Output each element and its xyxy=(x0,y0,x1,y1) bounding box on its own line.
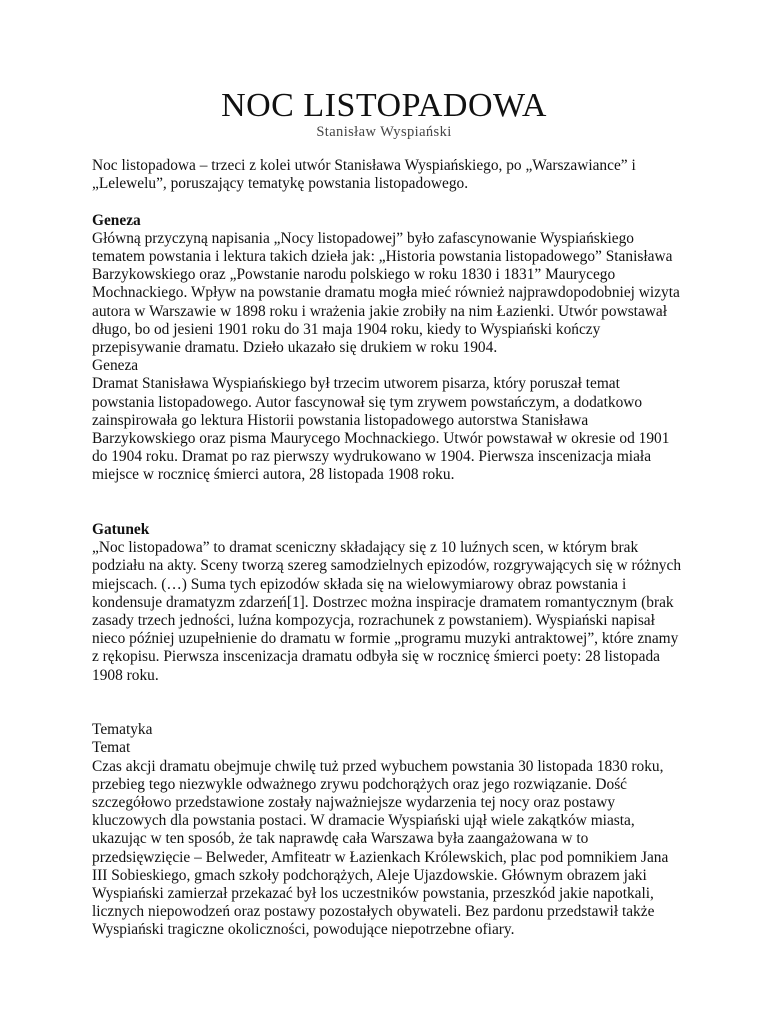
geneza-paragraph-2: Dramat Stanisława Wyspiańskiego był trzecim utworem pisarza, który poruszał temat powstania listopadowego. Autor fascynował się tym zrywem powstańczym, a dodatkowo zainspirowała go lektura Historii powstania listopadowego autorstwa Stanisława Barzykowskiego oraz pisma Maurycego Mochnackiego. Utwór powstawał w okresie od 1901 do 1904 roku. Dramat po raz pierwszy wydrukowano w 1904. Pierwsza inscenizacja miała miejsce w rocznicę śmierci autora, 28 listopada 1908 roku. xyxy=(92,375,670,484)
document-body xyxy=(92,157,682,940)
document-title: NOC LISTOPADOWA xyxy=(221,87,547,124)
spacer xyxy=(92,193,682,211)
section-heading-gatunek: Gatunek xyxy=(92,521,150,539)
spacer xyxy=(92,685,682,721)
tematyka-paragraph: Czas akcji dramatu obejmuje chwilę tuż przed wybuchem powstania 30 listopada 1830 roku, przebieg tego niezwykle odważnego zrywu podchorążych oraz jego rozwiązanie. Dość szczegółowo przedstawione zostały najważniejsze wydarzenia tej nocy oraz postawy kluczowych dla powstania postaci. W dramacie Wyspiański ujął wiele zakątków miasta, ukazując w ten sposób, że tak naprawdę cała Warszawa była zaangażowana w to przedsięwzięcie – Belweder, Amfiteatr w Łazienkach Królewskich, plac pod pomnikiem Jana III Sobieskiego, gmach szkoły podchorążych, Aleje Ujazdowskie. Głównym obrazem jaki Wyspiański zamierzał przekazać był los uczestników powstania, przeszkód jakie napotkali, licznych niepowodzeń oraz postawy pozostałych obywateli. Bez pardonu przedstawił także Wyspiański tragiczne okoliczności, powodujące niepotrzebne ofiary. xyxy=(92,757,669,939)
section-heading-tematyka: Tematyka xyxy=(92,721,153,739)
tematyka-subheading: Temat xyxy=(92,739,131,757)
geneza-subheading: Geneza xyxy=(92,357,139,375)
document-author: Stanisław Wyspiański xyxy=(316,124,452,140)
geneza-paragraph-1: Główną przyczyną napisania „Nocy listopadowej” było zafascynowanie Wyspiańskiego tematem powstania i lektura takich dzieła jak: „Historia powstania listopadowego” Stanisława Barzykowskiego oraz „Powstanie narodu polskiego w roku 1830 i 1831” Maurycego Mochnackiego. Wpływ na powstanie dramatu mogła mieć również najprawdopodobniej wizyta autora w Warszawie w 1898 roku i wrażenia jakie zrobiły na nim Łazienki. Utwór powstawał długo, bo od jesieni 1901 roku do 31 maja 1904 roku, kiedy to Wyspiański kończy przepisywanie dramatu. Dzieło ukazało się drukiem w roku 1904. xyxy=(92,229,680,357)
section-heading-geneza: Geneza xyxy=(92,211,141,229)
gatunek-paragraph: „Noc listopadowa” to dramat sceniczny składający się z 10 luźnych scen, w którym brak podziału na akty. Sceny tworzą szereg samodzielnych epizodów, rozgrywających się w różnych miejscach. (…) Suma tych epizodów składa się na wielowymiarowy obraz powstania i kondensuje dramatyzm zdarzeń[1]. Dostrzec można inspiracje dramatem romantycznym (brak zasady trzech jedności, luźna kompozycja, rozrachunek z powstaniem). Wyspiański napisał nieco później uzupełnienie do dramatu w formie „programu muzyki antraktowej”, które znamy z rękopisu. Pierwsza inscenizacja dramatu odbyła się w rocznicę śmierci poety: 28 listopada 1908 roku. xyxy=(92,539,682,684)
intro-paragraph: Noc listopadowa – trzeci z kolei utwór Stanisława Wyspiańskiego, po „Warszawiance” i „Lelewelu”, poruszający tematykę powstania listopadowego. xyxy=(92,157,636,193)
spacer xyxy=(92,485,682,521)
